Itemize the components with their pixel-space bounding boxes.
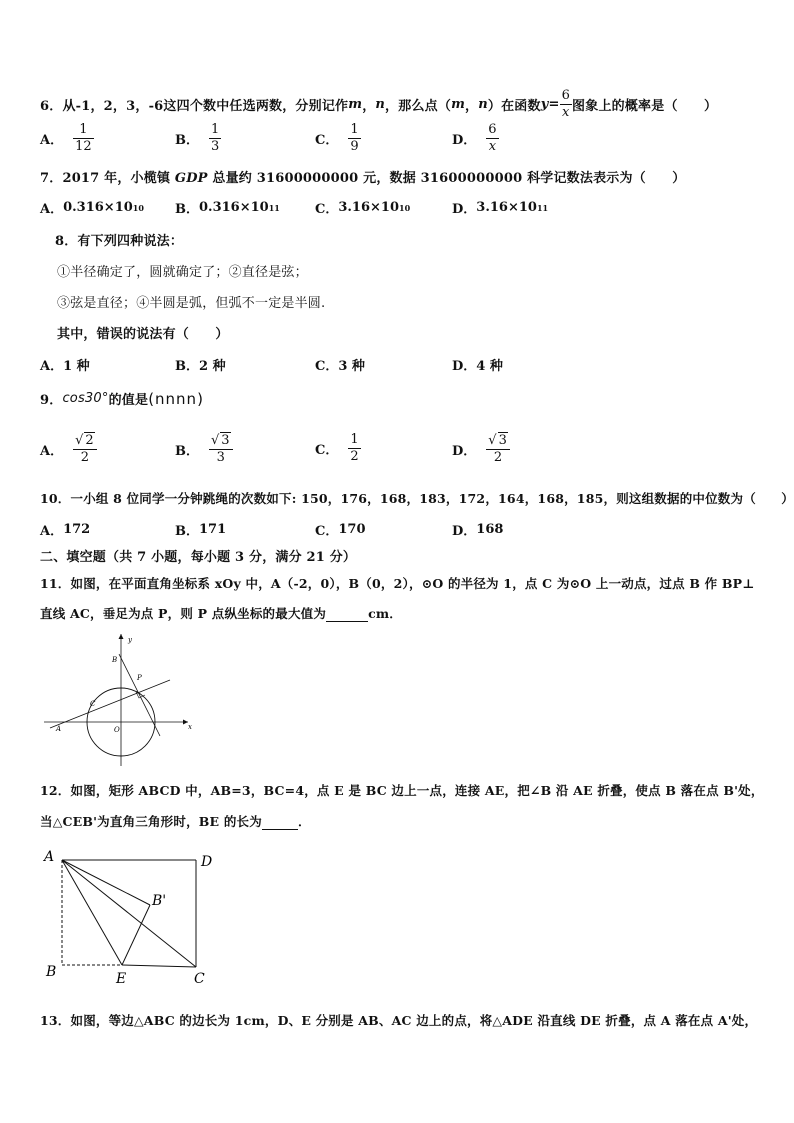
q11-label-o: O: [114, 726, 120, 734]
q9-stem: 9． cos30° 的值是 (nnnn): [40, 389, 204, 408]
q8-option-a[interactable]: A． 1 种: [40, 359, 90, 374]
q6-function-fraction: $\frac{6}{x}$: [561, 88, 571, 120]
q7-option-b[interactable]: B． 0.316×10 11: [175, 200, 280, 217]
q12-label-c: C: [194, 971, 205, 987]
q6-option-d[interactable]: D． $\frac{6}{x}$: [452, 122, 497, 154]
q8-options: [40, 355, 760, 375]
q7-options: [40, 198, 760, 218]
q9-options: [40, 432, 760, 472]
q11-label-b: B: [112, 656, 118, 664]
q12-label-d: D: [201, 854, 213, 870]
q6-options: [40, 122, 760, 162]
q10-option-c[interactable]: C． 170: [315, 522, 366, 539]
q10-options: [40, 520, 760, 540]
q12-line-1: 12．如图，矩形 ABCD 中，AB=3，BC=4，点 E 是 BC 边上一点，连接 AE，把∠B 沿 AE 折叠，使点 B 落在点 B'处，: [40, 783, 764, 798]
q11-label-y: y: [128, 636, 132, 644]
q10-option-a[interactable]: A． 172: [40, 522, 91, 539]
q12-label-b: B: [46, 964, 57, 980]
q11-figure: [40, 628, 200, 768]
q8-option-b[interactable]: B． 2 种: [175, 359, 226, 374]
q13-line-1: 13．如图，等边△ABC 的边长为 1cm，D、E 分别是 AB、AC 边上的点，将△ADE 沿直线 DE 折叠，点 A 落在点 A'处，: [40, 1013, 758, 1028]
q11-line-2: 直线 AC，垂足为点 P，则 P 点纵坐标的最大值为 cm．: [40, 606, 402, 621]
q7-option-a[interactable]: A． 0.316×10 10: [40, 200, 144, 217]
q10-option-b[interactable]: B． 171: [175, 522, 227, 539]
q12-label-bprime: B': [152, 893, 167, 909]
q8-statement-2: ③弦是直径；④半圆是弧，但弧不一定是半圆.: [57, 296, 326, 311]
q8-option-d[interactable]: D． 4 种: [452, 359, 503, 374]
q12-answer-blank[interactable]: [262, 814, 298, 830]
q12-figure: [40, 845, 230, 990]
q9-option-a[interactable]: A． $\frac{√ 2}{2}$: [40, 432, 97, 466]
q7-stem: 7．2017 年，小榄镇 GDP 总量约 31600000000 元，数据 31600000000 科学记数法表示为（ ）: [40, 171, 686, 186]
q8-statement-1: ①半径确定了，圆就确定了；②直径是弦；: [57, 265, 308, 280]
q8-stem: 8．有下列四种说法：: [55, 234, 184, 249]
q6-option-a[interactable]: A． $\frac{1}{12}$: [40, 122, 92, 154]
q12-line-2: 当△CEB'为直角三角形时，BE 的长为 ．: [40, 814, 311, 829]
q6-option-c[interactable]: C． $\frac{1}{9}$: [315, 122, 359, 154]
q11-label-p: P: [137, 674, 142, 682]
q11-label-x: x: [188, 723, 192, 731]
q11-label-c: C: [90, 700, 96, 708]
q11-answer-blank[interactable]: [326, 606, 368, 622]
q10-stem: 10．一小组 8 位同学一分钟跳绳的次数如下: 150，176，168，183，172，164，168，185，则这组数据的中位数为（ ）: [40, 491, 794, 506]
q12-label-e: E: [116, 971, 127, 987]
q7-option-c[interactable]: C． 3.16×10 10: [315, 200, 411, 217]
q9-option-b[interactable]: B． $\frac{√ 3}{3}$: [175, 432, 233, 466]
q10-option-d[interactable]: D． 168: [452, 522, 504, 539]
q11-line-1: 11．如图，在平面直角坐标系 xOy 中，A（-2，0），B（0，2），⊙O 的半径为 1，点 C 为⊙O 上一动点，过点 B 作 BP⊥: [40, 576, 755, 591]
q9-option-c[interactable]: C． $\frac{1}{2}$: [315, 432, 359, 464]
q11-label-a: A: [56, 725, 62, 733]
q7-option-d[interactable]: D． 3.16×10 11: [452, 200, 549, 217]
section-heading: 二、填空题（共 7 小题，每小题 3 分，满分 21 分）: [40, 550, 357, 565]
q6-option-b[interactable]: B． $\frac{1}{3}$: [175, 122, 220, 154]
q12-label-a: A: [44, 849, 55, 865]
q8-option-c[interactable]: C． 3 种: [315, 359, 365, 374]
q6-stem: 6．从-1，2，3，-6这四个数中任选两数，分别记作 m ， n ，那么点（ m ， n ）在函数 y = $\frac{6}{x}$ 图象上的概率是（ ）: [40, 88, 718, 120]
q8-question: 其中，错误的说法有（ ）: [57, 327, 229, 342]
q9-option-d[interactable]: D． $\frac{√ 3}{2}$: [452, 432, 510, 466]
